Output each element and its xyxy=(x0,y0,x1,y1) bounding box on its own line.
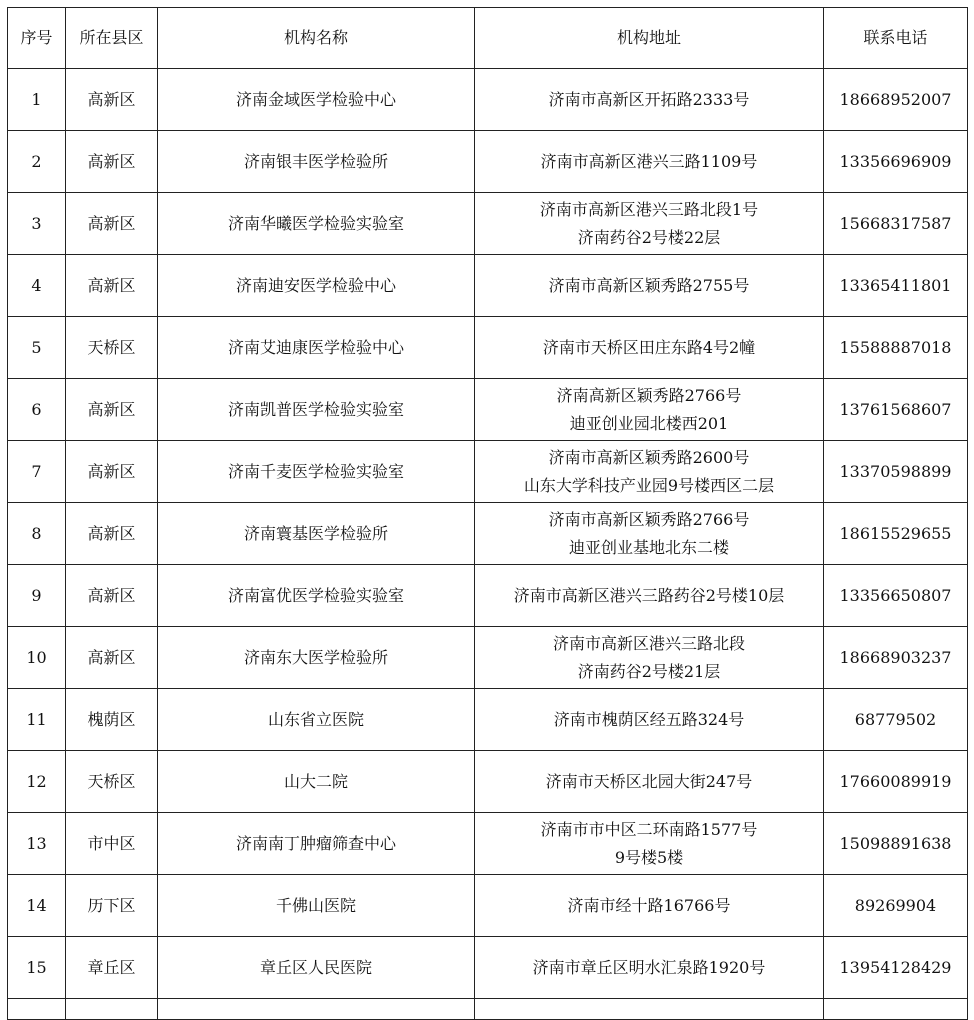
cell-phone: 89269904 xyxy=(824,875,968,937)
cell-address xyxy=(475,441,824,503)
header-district: 所在县区 xyxy=(66,8,158,69)
cell-serial: 15 xyxy=(8,937,66,999)
cell-phone: 18668952007 xyxy=(824,69,968,131)
address-line: 济南市高新区港兴三路北段 xyxy=(552,633,745,653)
cell-serial: 10 xyxy=(8,627,66,689)
table-row xyxy=(8,627,968,689)
address-line: 济南市高新区港兴三路药谷2号楼10层 xyxy=(513,585,785,605)
table-row xyxy=(8,69,968,131)
cell-address xyxy=(475,937,824,999)
cell-serial: 11 xyxy=(8,689,66,751)
table-row xyxy=(8,131,968,193)
header-row xyxy=(8,8,968,69)
cell-name: 济南东大医学检验所 xyxy=(158,627,475,689)
cell-name: 山大二院 xyxy=(158,751,475,813)
cell-address xyxy=(475,689,824,751)
cell-phone: 68779502 xyxy=(824,689,968,751)
cell-phone: 18615529655 xyxy=(824,503,968,565)
table-row xyxy=(8,875,968,937)
cell-district: 市中区 xyxy=(66,813,158,875)
cell-name: 济南寰基医学检验所 xyxy=(158,503,475,565)
cell-serial: 3 xyxy=(8,193,66,255)
cell-district: 天桥区 xyxy=(66,751,158,813)
cell-serial: 12 xyxy=(8,751,66,813)
cell-name: 济南艾迪康医学检验中心 xyxy=(158,317,475,379)
cell-phone: 13356696909 xyxy=(824,131,968,193)
address-line: 济南市经十路16766号 xyxy=(567,895,731,915)
cell-district: 高新区 xyxy=(66,131,158,193)
cell-name: 济南千麦医学检验实验室 xyxy=(158,441,475,503)
cell-phone: 15668317587 xyxy=(824,193,968,255)
cell-phone: 13954128429 xyxy=(824,937,968,999)
address-line: 济南药谷2号楼22层 xyxy=(577,227,721,247)
cell-district: 高新区 xyxy=(66,193,158,255)
institution-table xyxy=(7,7,968,1020)
table-row xyxy=(8,565,968,627)
cell-district: 高新区 xyxy=(66,379,158,441)
cell-serial: 9 xyxy=(8,565,66,627)
cell-district: 高新区 xyxy=(66,565,158,627)
table-body xyxy=(8,69,968,1020)
table-row xyxy=(8,937,968,999)
cell-serial: 6 xyxy=(8,379,66,441)
address-line: 济南市高新区开拓路2333号 xyxy=(548,89,750,109)
cell-address xyxy=(475,751,824,813)
table-row xyxy=(8,751,968,813)
cell-serial: 5 xyxy=(8,317,66,379)
table-row-partial xyxy=(8,999,968,1020)
cell-serial: 14 xyxy=(8,875,66,937)
cell-district: 高新区 xyxy=(66,441,158,503)
cell-name: 章丘区人民医院 xyxy=(158,937,475,999)
cell-district: 高新区 xyxy=(66,69,158,131)
cell-address xyxy=(475,131,824,193)
cell-address xyxy=(475,813,824,875)
address-line: 济南高新区颖秀路2766号 xyxy=(556,385,742,405)
address-line: 济南市高新区颖秀路2600号 xyxy=(548,447,750,467)
address-line: 迪亚创业园北楼西201 xyxy=(569,413,729,433)
address-line: 9号楼5楼 xyxy=(614,847,684,867)
cell-address xyxy=(475,255,824,317)
cell-phone: 13761568607 xyxy=(824,379,968,441)
cell-phone: 18668903237 xyxy=(824,627,968,689)
header-address: 机构地址 xyxy=(475,8,824,69)
address-line: 济南药谷2号楼21层 xyxy=(577,661,721,681)
cell-name: 千佛山医院 xyxy=(158,875,475,937)
cell-name: 山东省立医院 xyxy=(158,689,475,751)
cell-empty xyxy=(158,999,475,1020)
header-phone: 联系电话 xyxy=(824,8,968,69)
address-line: 山东大学科技产业园9号楼西区二层 xyxy=(523,475,775,495)
cell-phone: 15098891638 xyxy=(824,813,968,875)
cell-district: 槐荫区 xyxy=(66,689,158,751)
cell-address xyxy=(475,503,824,565)
cell-name: 济南凯普医学检验实验室 xyxy=(158,379,475,441)
address-line: 济南市高新区港兴三路1109号 xyxy=(540,151,758,171)
cell-address xyxy=(475,317,824,379)
cell-address xyxy=(475,193,824,255)
cell-phone: 13356650807 xyxy=(824,565,968,627)
cell-district: 天桥区 xyxy=(66,317,158,379)
table-row xyxy=(8,689,968,751)
cell-empty xyxy=(8,999,66,1020)
cell-serial: 1 xyxy=(8,69,66,131)
cell-phone: 17660089919 xyxy=(824,751,968,813)
table-row xyxy=(8,255,968,317)
cell-address xyxy=(475,69,824,131)
table-row xyxy=(8,503,968,565)
cell-serial: 4 xyxy=(8,255,66,317)
table-row xyxy=(8,441,968,503)
cell-phone: 13370598899 xyxy=(824,441,968,503)
cell-phone: 13365411801 xyxy=(824,255,968,317)
address-line: 济南市市中区二环南路1577号 xyxy=(540,819,758,839)
cell-address xyxy=(475,627,824,689)
header-name: 机构名称 xyxy=(158,8,475,69)
cell-name: 济南金域医学检验中心 xyxy=(158,69,475,131)
cell-district: 章丘区 xyxy=(66,937,158,999)
cell-address xyxy=(475,379,824,441)
cell-district: 高新区 xyxy=(66,255,158,317)
cell-empty xyxy=(475,999,824,1020)
address-line: 济南市高新区颖秀路2755号 xyxy=(548,275,750,295)
cell-name: 济南迪安医学检验中心 xyxy=(158,255,475,317)
cell-serial: 2 xyxy=(8,131,66,193)
address-line: 济南市天桥区北园大街247号 xyxy=(545,771,753,791)
cell-phone: 15588887018 xyxy=(824,317,968,379)
address-line: 济南市章丘区明水汇泉路1920号 xyxy=(532,957,766,977)
table-row xyxy=(8,317,968,379)
cell-name: 济南华曦医学检验实验室 xyxy=(158,193,475,255)
cell-serial: 13 xyxy=(8,813,66,875)
cell-empty xyxy=(66,999,158,1020)
cell-district: 高新区 xyxy=(66,627,158,689)
table-row xyxy=(8,813,968,875)
cell-serial: 8 xyxy=(8,503,66,565)
cell-name: 济南富优医学检验实验室 xyxy=(158,565,475,627)
cell-address xyxy=(475,875,824,937)
table-row xyxy=(8,193,968,255)
header-serial: 序号 xyxy=(8,8,66,69)
cell-serial: 7 xyxy=(8,441,66,503)
cell-name: 济南银丰医学检验所 xyxy=(158,131,475,193)
cell-empty xyxy=(824,999,968,1020)
cell-district: 历下区 xyxy=(66,875,158,937)
cell-name: 济南南丁肿瘤筛查中心 xyxy=(158,813,475,875)
cell-address xyxy=(475,565,824,627)
address-line: 济南市槐荫区经五路324号 xyxy=(553,709,745,729)
address-line: 济南市高新区港兴三路北段1号 xyxy=(539,199,759,219)
table-row xyxy=(8,379,968,441)
address-line: 迪亚创业基地北东二楼 xyxy=(568,537,729,557)
address-line: 济南市高新区颖秀路2766号 xyxy=(548,509,750,529)
address-line: 济南市天桥区田庄东路4号2幢 xyxy=(542,337,756,357)
cell-district: 高新区 xyxy=(66,503,158,565)
